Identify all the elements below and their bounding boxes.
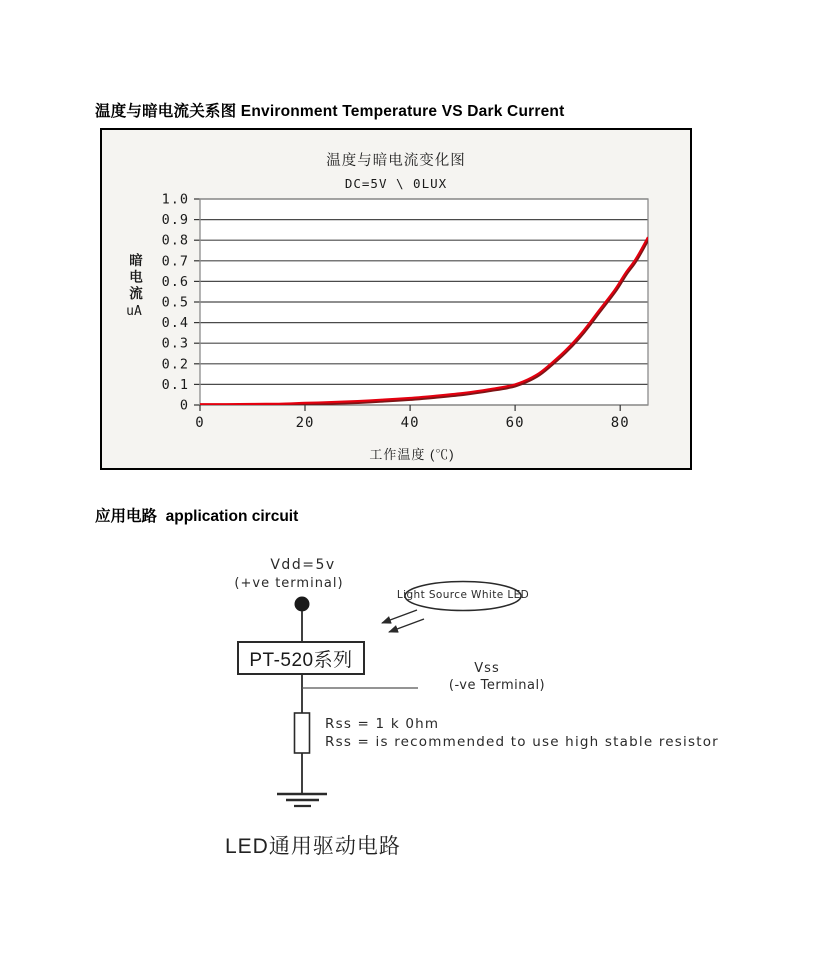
light-ray-arrow-2 bbox=[389, 619, 424, 632]
light-ray-arrow-1 bbox=[382, 610, 417, 623]
svg-text:40: 40 bbox=[400, 415, 420, 431]
svg-text:0.9: 0.9 bbox=[161, 212, 189, 229]
dark-current-chart bbox=[100, 128, 692, 470]
circuit-caption: LED通用驱动电路 bbox=[225, 835, 401, 858]
svg-text:20: 20 bbox=[295, 415, 315, 431]
vdd-node-dot bbox=[295, 597, 310, 612]
chart-subtitle: DC=5V \ 0LUX bbox=[344, 176, 448, 191]
chart-title: 温度与暗电流变化图 bbox=[326, 153, 466, 169]
y-axis-title: 暗电流 bbox=[127, 253, 142, 303]
svg-text:80: 80 bbox=[610, 415, 630, 431]
svg-text:0.2: 0.2 bbox=[161, 356, 189, 373]
svg-text:0.6: 0.6 bbox=[161, 273, 189, 290]
y-axis-unit: uA bbox=[126, 304, 142, 319]
vdd-label: Vdd=5v bbox=[270, 557, 336, 573]
svg-text:0.3: 0.3 bbox=[161, 335, 189, 352]
vss-terminal-label: (-ve Terminal) bbox=[448, 678, 546, 693]
vdd-terminal-label: (+ve terminal) bbox=[234, 576, 344, 591]
svg-text:0: 0 bbox=[179, 397, 189, 414]
resistor-symbol bbox=[295, 713, 310, 753]
svg-text:0.4: 0.4 bbox=[161, 315, 189, 332]
application-circuit-diagram bbox=[0, 555, 818, 825]
page-title: 温度与暗电流关系图 Environment Temperature VS Dark Current bbox=[95, 103, 565, 120]
x-axis-title: 工作温度 (℃) bbox=[369, 447, 455, 462]
ground-symbol bbox=[277, 794, 327, 806]
rss-value-label: Rss = 1 k 0hm bbox=[325, 716, 440, 732]
rss-note-label: Rss = is recommended to use high stable resistor bbox=[325, 734, 719, 750]
svg-text:60: 60 bbox=[505, 415, 525, 431]
svg-text:1.0: 1.0 bbox=[161, 191, 189, 208]
svg-text:0.8: 0.8 bbox=[161, 232, 189, 249]
light-source-label: Light Source White LED bbox=[396, 589, 530, 601]
vss-label: Vss bbox=[474, 661, 500, 676]
chart-plot-area bbox=[102, 130, 690, 468]
svg-text:0.5: 0.5 bbox=[161, 294, 189, 311]
svg-text:0.7: 0.7 bbox=[161, 253, 189, 270]
svg-text:0: 0 bbox=[195, 415, 205, 431]
svg-text:0.1: 0.1 bbox=[161, 376, 189, 393]
pt520-component-box: PT-520系列 bbox=[237, 641, 365, 675]
section-title-application-circuit: 应用电路 application circuit bbox=[95, 508, 299, 525]
